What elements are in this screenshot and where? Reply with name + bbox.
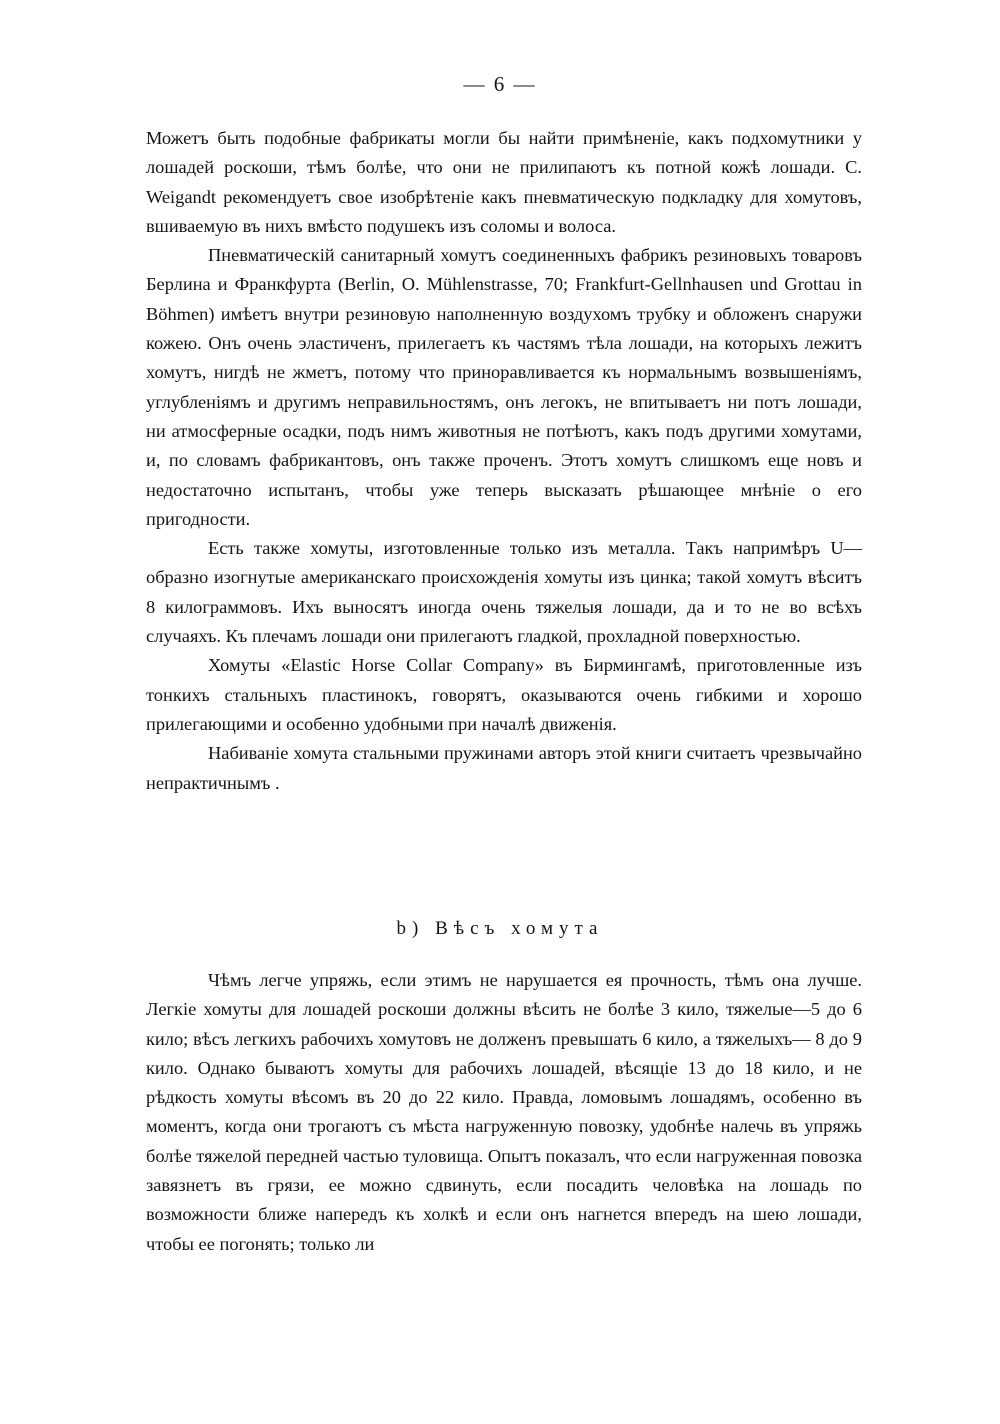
page-number: — 6 — xyxy=(463,72,537,96)
body-text-top xyxy=(146,124,862,798)
section-heading: b) Вѣсъ хомута xyxy=(396,918,604,939)
paragraph: Набиваніе хомута стальными пружинами авторъ этой книги считаетъ чрезвычайно непрактичнымъ . xyxy=(146,743,862,793)
paragraph: Пневматическій санитарный хомутъ соединенныхъ фабрикъ резиновыхъ товаровъ Берлина и Франкфурта (Berlin, O. Mühlenstrasse, 70; Frankfurt-Gellnhausen und Grottau in Böhmen) имѣетъ внутри резиновую наполненную воздухомъ трубку и обложенъ снаружи кожею. Онъ очень эластиченъ, прилегаетъ къ частямъ тѣла лошади, на которыхъ лежитъ хомутъ, нигдѣ не жметъ, потому что приноравливается къ нормальнымъ возвышеніямъ, углубленіямъ и другимъ неправильностямъ, онъ легокъ, не впитываетъ ни потъ лошади, ни атмосферные осадки, подъ нимъ животныя не потѣютъ, какъ подъ другими хомутами, и, по словамъ фабрикантовъ, онъ также проченъ. Этотъ хомутъ слишкомъ еще новъ и недостаточно испытанъ, чтобы уже теперь высказать рѣшающее мнѣніе о его пригодности. xyxy=(146,245,862,529)
paragraph: Можетъ быть подобные фабрикаты могли бы найти примѣненіе, какъ подхомутники у лошадей роскоши, тѣмъ болѣе, что они не прилипаютъ къ потной кожѣ лошади. C. Weigandt рекомендуетъ свое изобрѣтеніе какъ пневматическую подкладку для хомутовъ, вшиваемую въ нихъ вмѣсто подушекъ изъ соломы и волоса. xyxy=(146,128,862,236)
body-text-bottom xyxy=(146,966,862,1259)
paragraph: Хомуты «Elastic Horse Collar Company» въ Бирмингамѣ, приготовленные изъ тонкихъ стальныхъ пластинокъ, говорятъ, оказываются очень гибкими и хорошо прилегающими и особенно удобными при началѣ движенія. xyxy=(146,655,862,734)
paragraph: Есть также хомуты, изготовленные только изъ металла. Такъ напримѣръ U—образно изогнутые американскаго происхожденія хомуты изъ цинка; такой хомутъ вѣситъ 8 килограммовъ. Ихъ выносятъ иногда очень тяжелыя лошади, да и то не во всѣхъ случаяхъ. Къ плечамъ лошади они прилегаютъ гладкой, прохладной поверхностью. xyxy=(146,538,862,647)
paragraph: Чѣмъ легче упряжь, если этимъ не нарушается ея прочность, тѣмъ она лучше. Легкіе хомуты для лошадей роскоши должны вѣсить не болѣе 3 кило, тяжелые—5 до 6 кило; вѣсъ легкихъ рабочихъ хомутовъ не долженъ превышать 6 кило, а тяжелыхъ— 8 до 9 кило. Однако бываютъ хомуты для рабочихъ лошадей, вѣсящіе 13 до 18 кило, и не рѣдкость хомуты вѣсомъ въ 20 до 22 кило. Правда, ломовымъ лошадямъ, особенно въ моментъ, когда они трогаютъ съ мѣста нагруженную повозку, удобнѣе налечь въ упряжь болѣе тяжелой передней частью туловища. Опытъ показалъ, что если нагруженная повозка завязнетъ въ грязи, ее можно сдвинуть, если посадить человѣка на лошадь по возможности ближе напередъ къ холкѣ и если онъ нагнется впередъ на шею лошади, чтобы ее погонять; только ли xyxy=(146,970,862,1254)
